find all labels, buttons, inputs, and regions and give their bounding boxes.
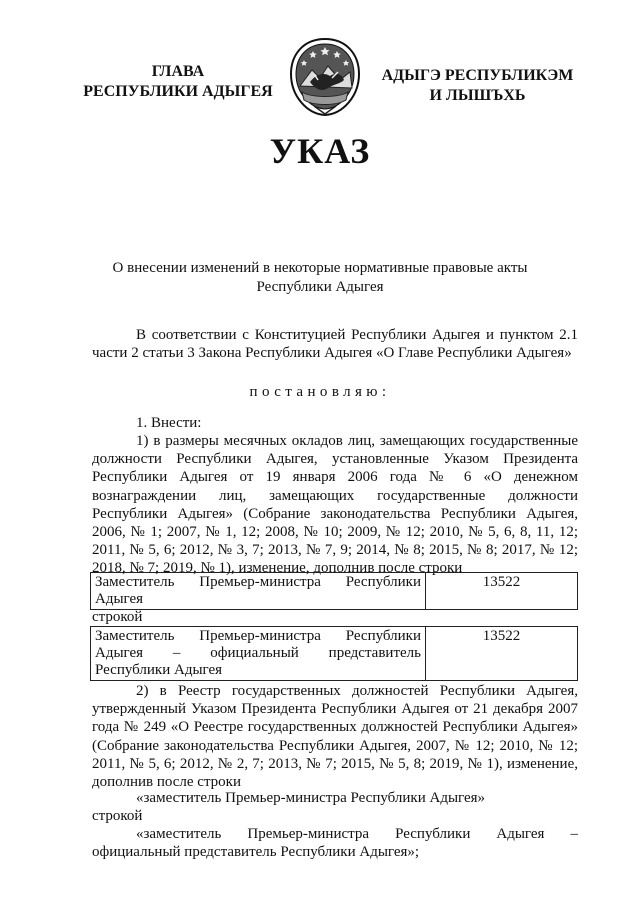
registry-existing-line: «заместитель Премьер-министра Республики Адыгея» <box>136 790 486 806</box>
header-right-line: АДЫГЭ РЕСПУБЛИКЭМ <box>381 67 574 84</box>
decree-word: постановляю: <box>249 384 391 400</box>
preamble-paragraph: В соответствии с Конституцией Республики Адыгея и пунктом 2.1 части 2 статьи 3 Закона Республики Адыгея «О Главе Республики Адыгея» <box>92 327 578 362</box>
with-line-label: строкой <box>92 808 143 824</box>
subitem-2-paragraph: 2) в Реестр государственных должностей Республики Адыгея, утвержденный Указом Президента Республики Адыгея от 21 декабря 2007 года № 249 «О Реестре государственных должностей Республики Адыгея» (Собрание законодательства Республики Адыгея, 2007, № 12; 2010, № 12; 2011, № 5, 6; 2012, № 2, 7; 2013, № 7; 2015, № 5, 8; 2019, № 1), изменение, дополнив после строки <box>92 683 578 791</box>
salary-cell: 13522 <box>426 627 578 681</box>
header-right <box>370 66 585 106</box>
salary-cell: 13522 <box>426 573 578 610</box>
document-title: УКАЗ <box>269 131 371 171</box>
header-left <box>78 62 278 102</box>
item-1-heading: 1. Внести: <box>136 415 202 431</box>
subitem-1-paragraph: 1) в размеры месячных окладов лиц, замещающих государственные должности Республики Адыгея, установленные Указом Президента Республики Адыгея от 19 января 2006 года № 6 «О денежном вознаграждении лиц, замещающих государственные должности Республики Адыгея» (Собрание законодательства Республики Адыгея, 2006, № 1; 2007, № 1, 12; 2008, № 10; 2009, № 12; 2010, № 5, 6, 8, 11, 12; 2011, № 5, 6; 2012, № 3, 7; 2013, № 7, 9; 2014, № 8; 2015, № 8; 2017, № 12; 2018, № 7; 2019, № 1), изменение, дополнив после строки <box>92 433 578 577</box>
header-right-line: И ЛЫШЪХЬ <box>429 87 526 104</box>
header-left-line: ГЛАВА <box>151 63 205 80</box>
table-row <box>91 573 578 610</box>
table-row <box>91 627 578 681</box>
salary-table-new-row <box>90 626 578 681</box>
with-line-label: строкой <box>92 609 143 625</box>
registry-new-line: «заместитель Премьер-министра Республики Адыгея – официальный представитель Республики Адыгея»; <box>92 826 578 861</box>
header-left-line: РЕСПУБЛИКИ АДЫГЕЯ <box>83 83 273 100</box>
salary-table-existing-row <box>90 572 578 610</box>
position-cell: Заместитель Премьер-министра Республики Адыгея <box>91 573 426 610</box>
coat-of-arms-emblem <box>288 36 362 118</box>
position-cell: Заместитель Премьер-министра Республики Адыгея – официальный представитель Республики Адыгея <box>91 627 426 681</box>
document-subject: О внесении изменений в некоторые нормативные правовые акты Республики Адыгея <box>112 260 528 295</box>
